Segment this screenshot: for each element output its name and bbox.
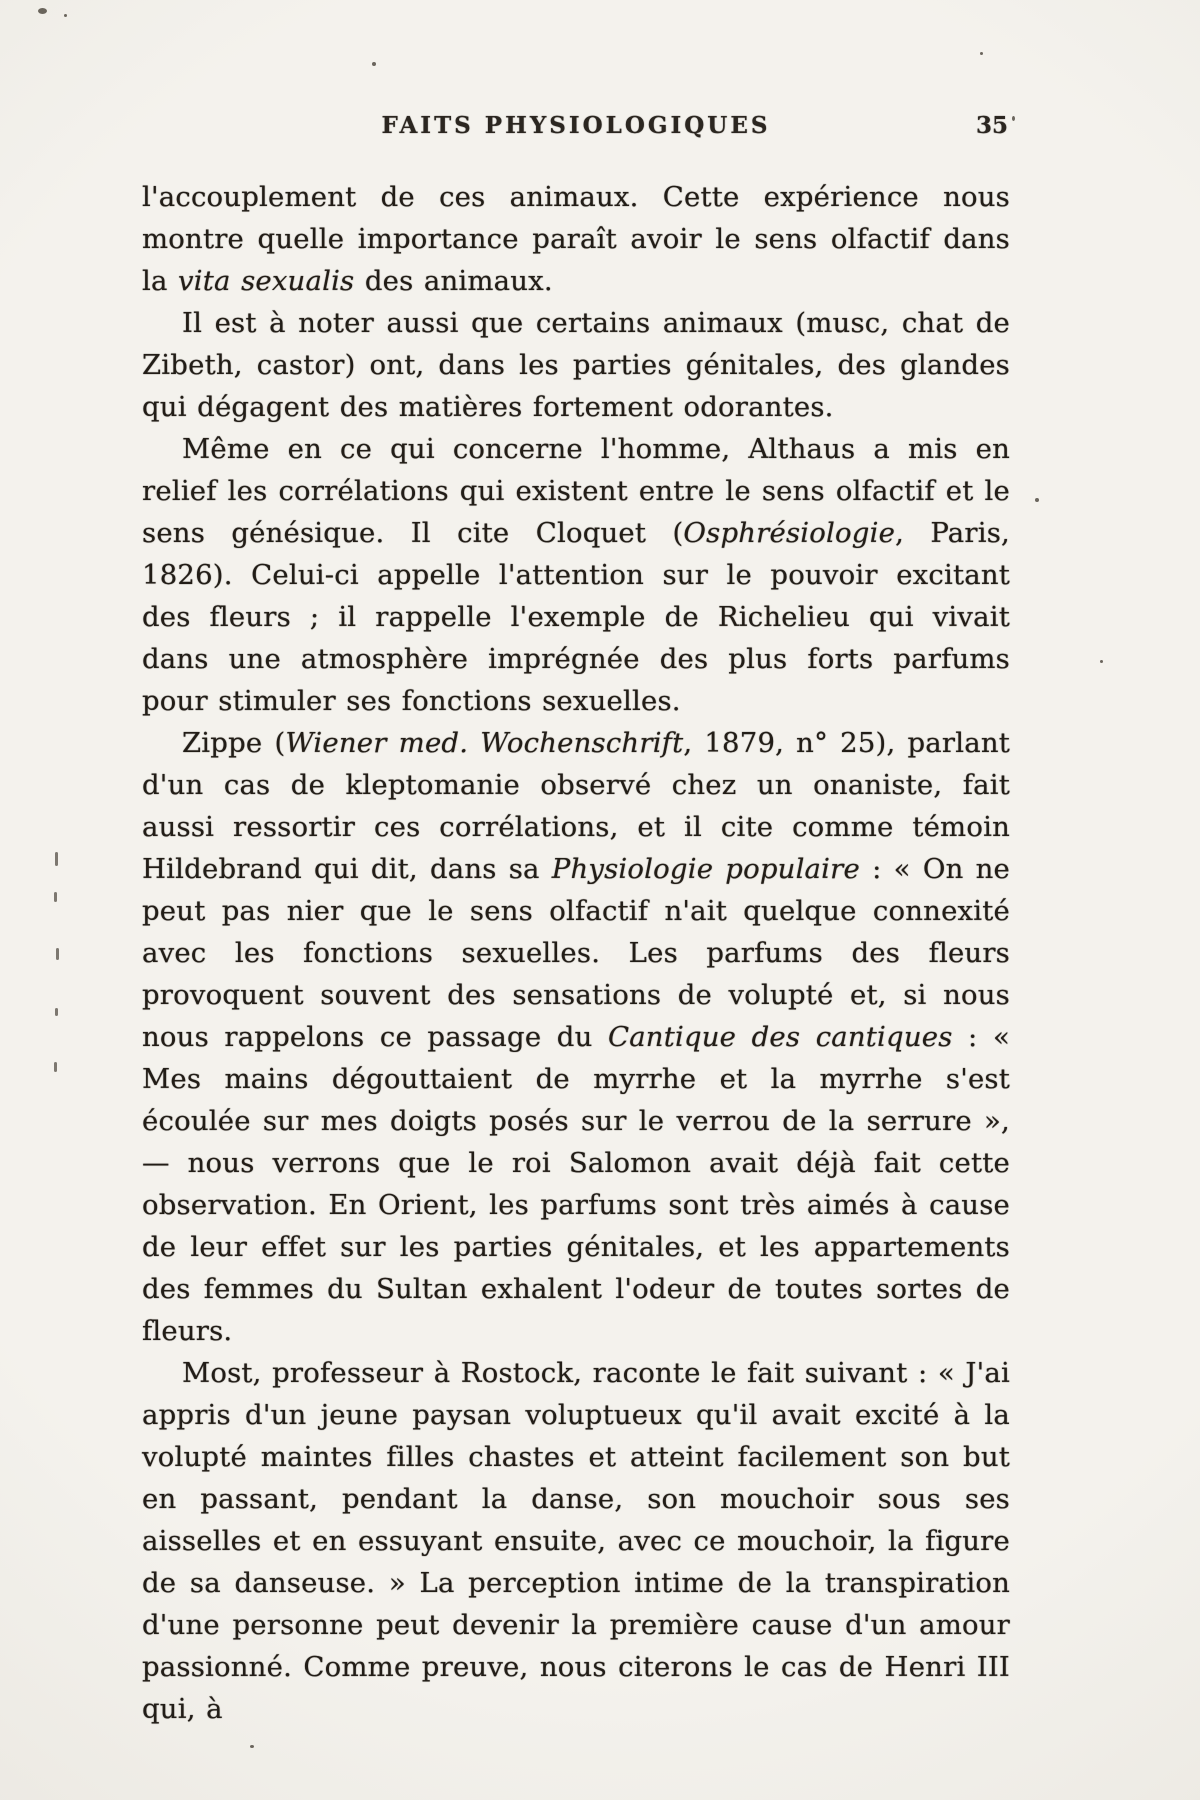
text-run: l'accouplement de ces animaux. Cette expérience nous montre quelle importance paraît avoir le sens olfactif dans la: [142, 181, 1010, 297]
text-run: Zippe (: [182, 727, 286, 759]
text-run: , 1879, n° 25), parlant d'un cas de kleptomanie observé chez un onaniste, fait aussi ressortir ces corrélations, et il cite comme témoin Hildebrand qui dit, dans sa: [142, 727, 1010, 885]
scan-speck: [1012, 116, 1015, 121]
scan-speck: [980, 52, 983, 55]
page-number: 35: [975, 112, 1008, 139]
scan-speck: [64, 14, 67, 17]
scan-margin-mark: [55, 1008, 58, 1016]
scan-margin-mark: [54, 1062, 57, 1072]
paragraph: [142, 1352, 1010, 1730]
italic-text: Wiener med. Wochenschrift: [285, 727, 684, 759]
text-run: : « Mes mains dégouttaient de myrrhe et la myrrhe s'est écoulée sur mes doigts posés sur le verrou de la serrure », — nous verrons que le roi Salomon avait déjà fait cette observation. En Orient, les parfums sont très aimés à cause de leur effet sur les parties génitales, et les appartements des femmes du Sultan exhalent l'odeur de toutes sortes de fleurs.: [142, 1021, 1011, 1347]
italic-text: Osphrésiologie: [683, 517, 896, 549]
paragraph: [142, 176, 1010, 302]
text-run: , Paris, 1826). Celui-ci appelle l'attention sur le pouvoir excitant des fleurs ; il rappelle l'exemple de Richelieu qui vivait dans une atmosphère imprégnée des plus forts parfums pour stimuler ses fonctions sexuelles.: [142, 517, 1010, 717]
scan-speck: [250, 1745, 254, 1748]
scan-speck: [38, 8, 47, 14]
italic-text: Cantique des cantiques: [607, 1021, 953, 1053]
scan-margin-mark: [55, 852, 58, 866]
page-body: [142, 176, 1010, 1730]
scan-margin-mark: [56, 948, 59, 960]
text-run: Même en ce qui concerne l'homme, Althaus a mis en relief les corrélations qui existent entre le sens olfactif et le sens génésique. Il cite Cloquet (: [142, 433, 1010, 549]
italic-text: vita sexualis: [178, 265, 355, 297]
text-block: [142, 112, 1010, 1730]
scan-speck: [1035, 498, 1039, 502]
scan-speck: [372, 62, 376, 66]
italic-text: Physiologie populaire: [551, 853, 860, 885]
paragraph: [142, 428, 1010, 722]
scan-margin-mark: [54, 892, 57, 902]
paragraph: [142, 302, 1010, 428]
paragraph: [142, 722, 1010, 1352]
text-run: Most, professeur à Rostock, raconte le fait suivant : « J'ai appris d'un jeune paysan voluptueux qu'il avait excité à la volupté maintes filles chastes et atteint facilement son but en passant, pendant la danse, son mouchoir sous ses aisselles et en essuyant ensuite, avec ce mouchoir, la figure de sa danseuse. » La perception intime de la transpiration d'une personne peut devenir la première cause d'un amour passionné. Comme preuve, nous citerons le cas de Henri III qui, à: [142, 1357, 1010, 1725]
running-title: FAITS PHYSIOLOGIQUES: [381, 112, 771, 139]
text-run: Il est à noter aussi que certains animaux (musc, chat de Zibeth, castor) ont, dans les parties génitales, des glandes qui dégagent des matières fortement odorantes.: [142, 307, 1010, 423]
scan-speck: [1100, 660, 1103, 663]
text-run: : « On ne peut pas nier que le sens olfactif n'ait quelque connexité avec les fonctions sexuelles. Les parfums des fleurs provoquent souvent des sensations de volupté et, si nous nous rappelons ce passage du: [142, 853, 1010, 1053]
page-header: [142, 112, 1010, 150]
text-run: des animaux.: [354, 265, 553, 297]
